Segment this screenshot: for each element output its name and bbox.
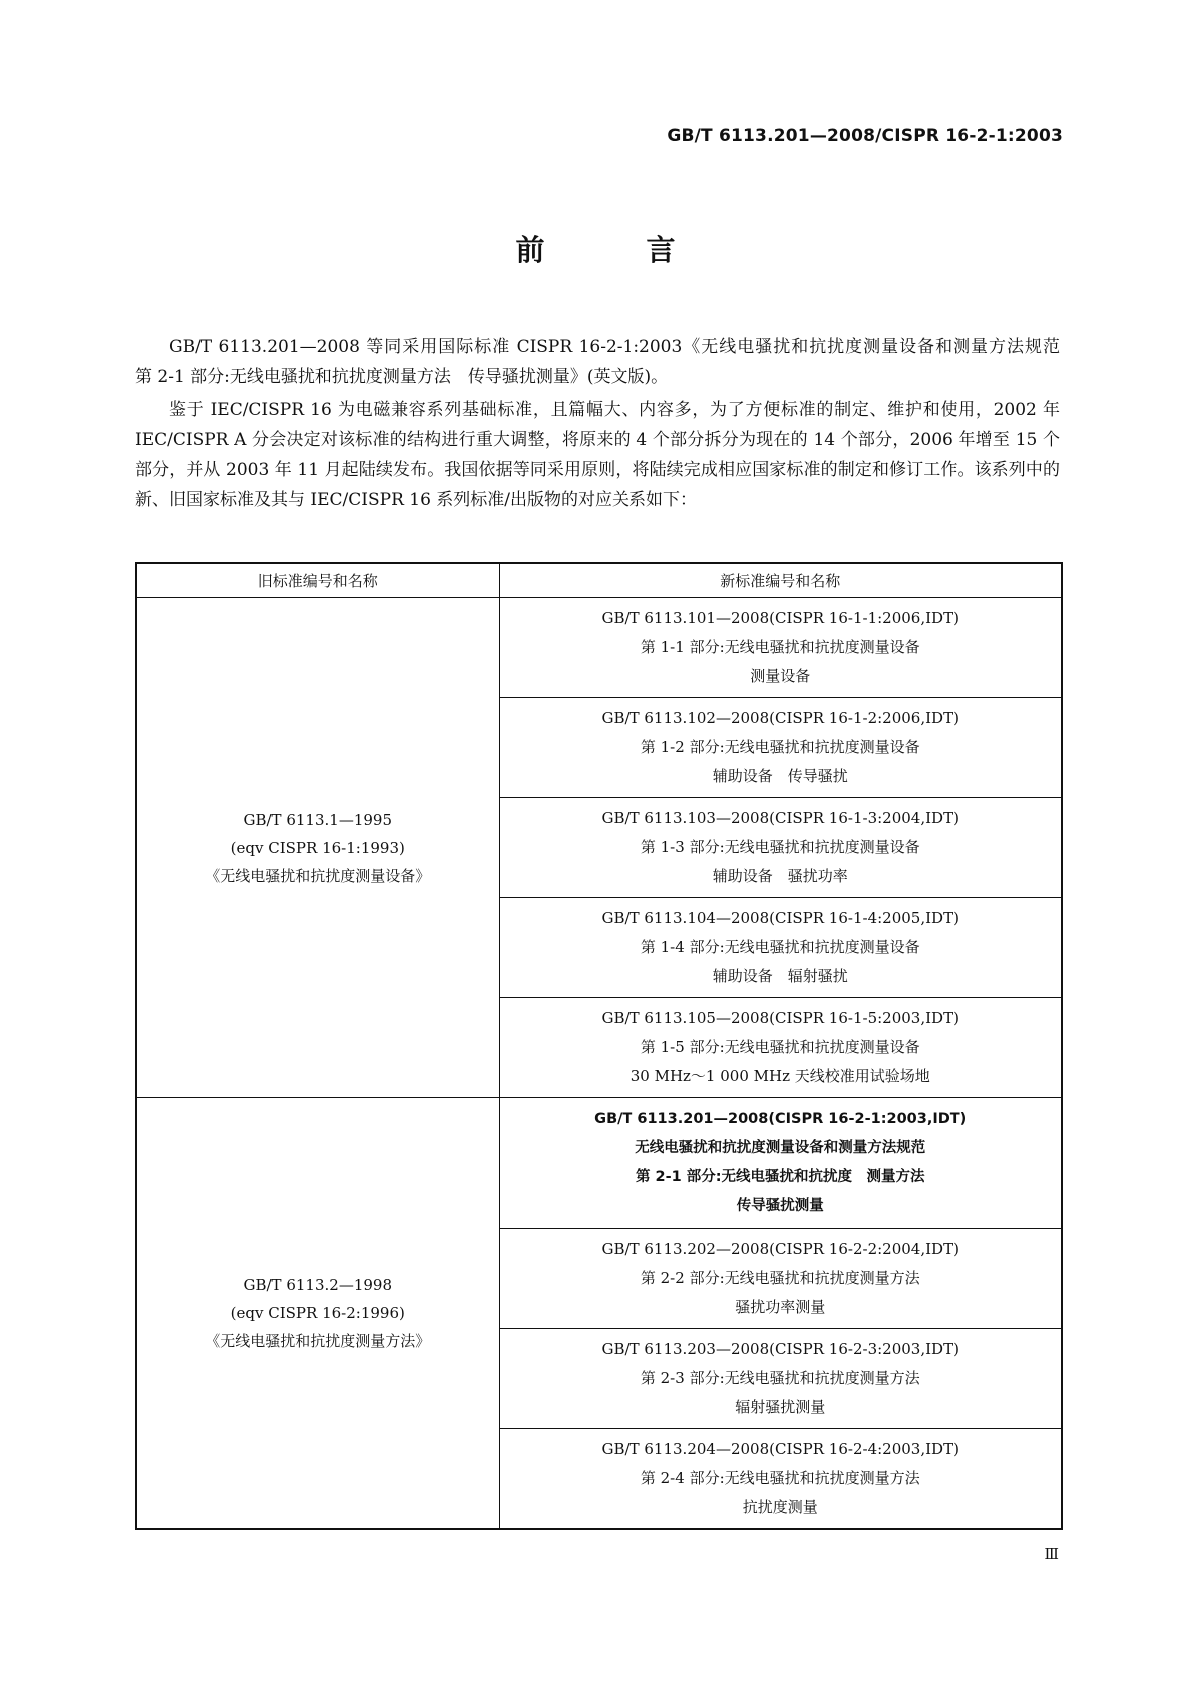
new-standard-number: GB/T 6113.102—2008(CISPR 16-1-2:2006,IDT) xyxy=(601,709,959,727)
new-standard-subject: 抗扰度测量 xyxy=(742,1498,818,1516)
old-standard-number: GB/T 6113.1—1995 xyxy=(243,810,392,829)
new-standard-number: GB/T 6113.203—2008(CISPR 16-2-3:2003,IDT) xyxy=(601,1340,959,1358)
new-standard-subject: 辅助设备 传导骚扰 xyxy=(712,767,848,785)
old-standard-cell xyxy=(136,598,499,1098)
new-standard-number: GB/T 6113.105—2008(CISPR 16-1-5:2003,IDT) xyxy=(601,1009,959,1027)
new-standard-cell xyxy=(499,698,1062,798)
new-standard-part: 第 1-3 部分:无线电骚扰和抗扰度测量设备 xyxy=(640,838,920,856)
new-standard-subject: 辐射骚扰测量 xyxy=(735,1398,826,1416)
new-standard-part: 第 1-1 部分:无线电骚扰和抗扰度测量设备 xyxy=(640,638,920,656)
old-standard-equivalence: (eqv CISPR 16-1:1993) xyxy=(230,838,405,857)
new-standard-number: GB/T 6113.104—2008(CISPR 16-1-4:2005,IDT) xyxy=(601,909,959,927)
old-standard-column-header: 旧标准编号和名称 xyxy=(136,563,499,598)
table-row xyxy=(136,1098,1062,1229)
intro-paragraph: GB/T 6113.201—2008 等同采用国际标准 CISPR 16-2-1:2003《无线电骚扰和抗扰度测量设备和测量方法规范 第 2-1 部分:无线电骚扰和抗扰度测量方法 传导骚扰测量》(英文版)。 xyxy=(135,337,1077,387)
table-header-row xyxy=(136,563,1062,598)
table-row xyxy=(136,598,1062,698)
new-standard-part: 第 1-2 部分:无线电骚扰和抗扰度测量设备 xyxy=(640,738,920,756)
new-standard-subject: 骚扰功率测量 xyxy=(735,1298,826,1316)
new-standard-subject: 传导骚扰测量 xyxy=(736,1198,824,1214)
page-title: 前 言 xyxy=(515,233,722,267)
new-standard-number: GB/T 6113.201—2008(CISPR 16-2-1:2003,IDT) xyxy=(594,1111,967,1127)
page-number: Ⅲ xyxy=(1044,1545,1059,1563)
old-standard-equivalence: (eqv CISPR 16-2:1996) xyxy=(230,1304,405,1322)
new-standard-number: GB/T 6113.103—2008(CISPR 16-1-3:2004,IDT) xyxy=(601,809,959,827)
new-standard-column-header: 新标准编号和名称 xyxy=(499,563,1062,598)
new-standard-cell xyxy=(499,798,1062,898)
standard-code-header: GB/T 6113.201—2008/CISPR 16-2-1:2003 xyxy=(667,126,1063,146)
standards-mapping-table xyxy=(135,562,1063,1530)
new-standard-number: GB/T 6113.101—2008(CISPR 16-1-1:2006,IDT) xyxy=(601,609,959,627)
current-standard-cell xyxy=(499,1098,1062,1229)
new-standard-cell xyxy=(499,1229,1062,1329)
new-standard-cell xyxy=(499,1329,1062,1429)
old-standard-cell xyxy=(136,1098,499,1530)
new-standard-number: GB/T 6113.204—2008(CISPR 16-2-4:2003,IDT) xyxy=(601,1440,959,1458)
old-standard-name: 《无线电骚扰和抗扰度测量设备》 xyxy=(205,866,431,885)
old-standard-name: 《无线电骚扰和抗扰度测量方法》 xyxy=(205,1332,431,1350)
new-standard-cell xyxy=(499,898,1062,998)
new-standard-part: 第 2-3 部分:无线电骚扰和抗扰度测量方法 xyxy=(640,1369,920,1387)
new-standard-subject: 辅助设备 辐射骚扰 xyxy=(712,967,848,985)
new-standard-cell xyxy=(499,598,1062,698)
new-standard-part: 第 1-4 部分:无线电骚扰和抗扰度测量设备 xyxy=(640,938,920,956)
new-standard-subject: 辅助设备 骚扰功率 xyxy=(712,867,848,885)
background-paragraph: 鉴于 IEC/CISPR 16 为电磁兼容系列基础标准，且篇幅大、内容多，为了方便标准的制定、维护和使用，2002 年 IEC/CISPR A 分会决定对该标准的结构进行重大调整，将原来的 4 个部分拆分为现在的 14 个部分，2006 年增至 15 个部分，并从 2003 年 11 月起陆续发布。我国依据等同采用原则，将陆续完成相应国家标准的制定和修订工作。该系列中的新、旧国家标准及其与 IEC/CISPR 16 系列标准/出版物的对应关系如下： xyxy=(135,400,1060,510)
new-standard-part: 第 2-4 部分:无线电骚扰和抗扰度测量方法 xyxy=(640,1469,920,1487)
new-standard-number: GB/T 6113.202—2008(CISPR 16-2-2:2004,IDT) xyxy=(601,1240,959,1258)
new-standard-cell xyxy=(499,1429,1062,1530)
new-standard-part: 第 1-5 部分:无线电骚扰和抗扰度测量设备 xyxy=(640,1038,920,1056)
new-standard-series-title: 无线电骚扰和抗扰度测量设备和测量方法规范 xyxy=(635,1140,926,1156)
old-standard-number: GB/T 6113.2—1998 xyxy=(243,1276,392,1294)
new-standard-part: 第 2-2 部分:无线电骚扰和抗扰度测量方法 xyxy=(640,1269,920,1287)
new-standard-subject: 测量设备 xyxy=(750,667,811,685)
new-standard-part: 第 2-1 部分:无线电骚扰和抗扰度 测量方法 xyxy=(635,1169,925,1185)
new-standard-subject: 30 MHz～1 000 MHz 天线校准用试验场地 xyxy=(630,1067,930,1085)
new-standard-cell xyxy=(499,998,1062,1098)
